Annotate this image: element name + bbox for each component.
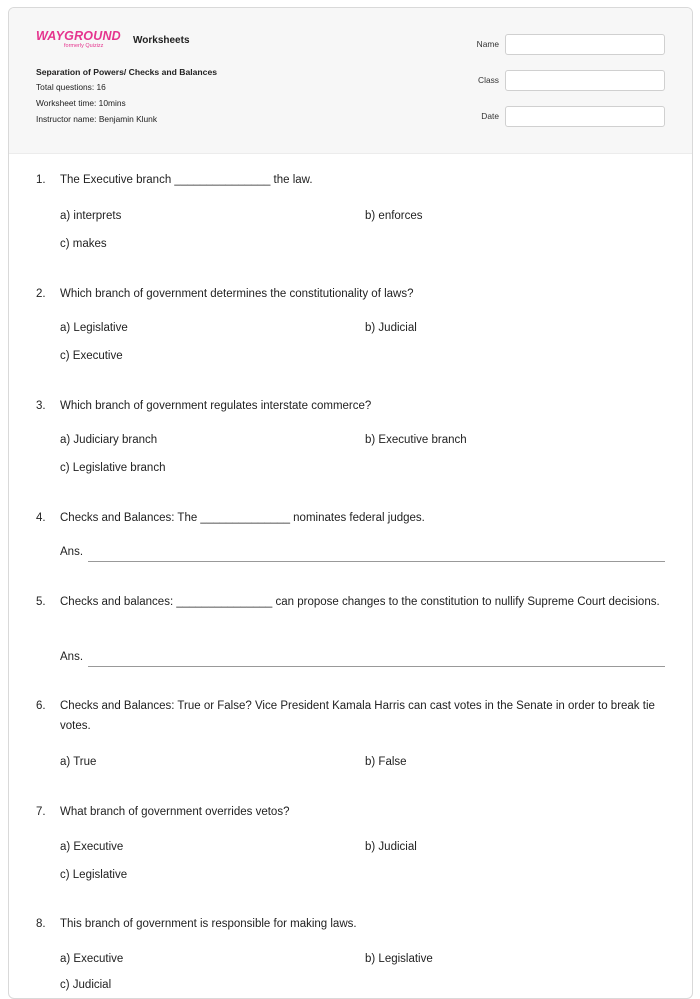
option-c[interactable]: c) makes — [60, 238, 107, 250]
question-text: The Executive branch _______________ the law. — [60, 174, 313, 186]
answer-line[interactable] — [88, 666, 665, 667]
question-number: 6. — [36, 700, 46, 712]
total-questions: Total questions: 16 — [36, 82, 106, 92]
class-input[interactable] — [505, 70, 665, 91]
date-input[interactable] — [505, 106, 665, 127]
question-number: 5. — [36, 596, 46, 608]
option-b[interactable]: b) Judicial — [365, 322, 417, 334]
class-field — [449, 70, 665, 90]
option-b[interactable]: b) False — [365, 756, 407, 768]
option-c[interactable]: c) Judicial — [60, 979, 112, 991]
option-c[interactable]: c) Legislative branch — [60, 462, 166, 474]
option-a[interactable]: a) Executive — [60, 953, 124, 965]
option-b[interactable]: b) Judicial — [365, 841, 417, 853]
option-c[interactable]: c) Executive — [60, 350, 123, 362]
question-text: Checks and Balances: True or False? Vice President Kamala Harris can cast votes in the Senate in order to break tie votes. — [60, 700, 655, 732]
name-input[interactable] — [505, 34, 665, 55]
worksheet-header — [9, 8, 692, 154]
question-text: Which branch of government regulates interstate commerce? — [60, 400, 372, 412]
option-a[interactable]: a) True — [60, 756, 97, 768]
answer-label: Ans. — [60, 651, 84, 663]
question-text: Checks and balances: _______________ can propose changes to the constitution to nullify Supreme Court decisions. — [60, 596, 660, 608]
option-b[interactable]: b) Executive branch — [365, 434, 467, 446]
answer-label: Ans. — [60, 546, 84, 558]
logo-wordmark: WAYGROUND — [36, 29, 121, 43]
option-a[interactable]: a) Legislative — [60, 322, 128, 334]
instructor-name: Instructor name: Benjamin Klunk — [36, 114, 158, 124]
brand-logo — [36, 29, 121, 49]
question-text: What branch of government overrides vetos? — [60, 806, 290, 818]
worksheet-title: Separation of Powers/ Checks and Balances — [36, 67, 218, 77]
date-label: Date — [481, 111, 499, 121]
date-field — [449, 106, 665, 126]
logo-subtitle: formerly Quizizz — [64, 43, 104, 49]
class-label: Class — [478, 75, 499, 85]
worksheet-page — [8, 7, 693, 999]
option-a[interactable]: a) Judiciary branch — [60, 434, 158, 446]
option-b[interactable]: b) enforces — [365, 210, 423, 222]
name-label: Name — [476, 39, 499, 49]
question-number: 4. — [36, 512, 46, 524]
worksheet-meta — [36, 67, 217, 130]
worksheet-time: Worksheet time: 10mins — [36, 98, 126, 108]
option-a[interactable]: a) Executive — [60, 841, 124, 853]
option-a[interactable]: a) interprets — [60, 210, 122, 222]
question-text: Checks and Balances: The ______________ nominates federal judges. — [60, 512, 425, 524]
app-name: Worksheets — [133, 35, 190, 46]
question-text: This branch of government is responsible for making laws. — [60, 918, 357, 930]
name-field — [449, 34, 665, 54]
answer-line[interactable] — [88, 561, 665, 562]
question-number: 8. — [36, 918, 46, 930]
option-c[interactable]: c) Legislative — [60, 869, 128, 881]
question-text: Which branch of government determines the constitutionality of laws? — [60, 288, 414, 300]
question-number: 3. — [36, 400, 46, 412]
question-number: 7. — [36, 806, 46, 818]
question-number: 1. — [36, 174, 46, 186]
option-b[interactable]: b) Legislative — [365, 953, 433, 965]
question-number: 2. — [36, 288, 46, 300]
